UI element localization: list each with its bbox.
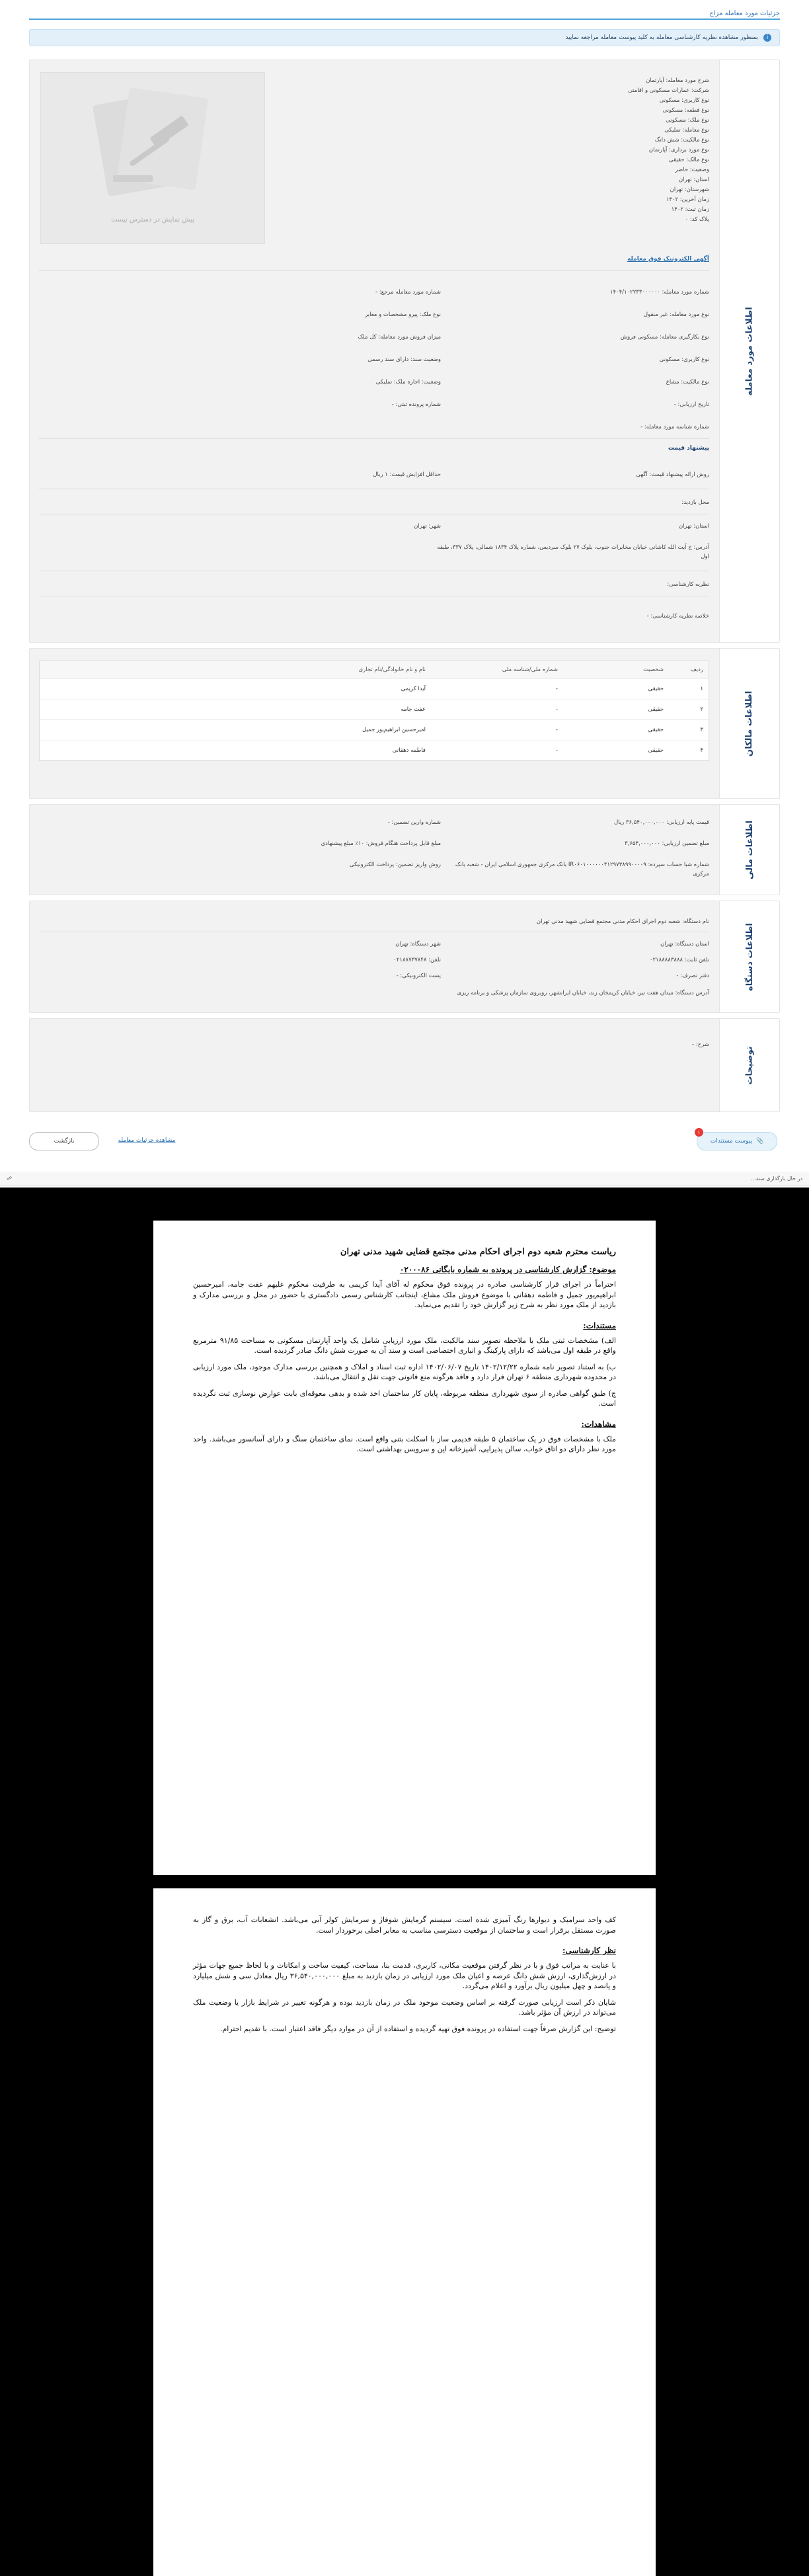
cell: ۱	[700, 686, 703, 692]
iban: شماره شبا حساب سپرده: IR۰۶۰۱۰۰۰۰۰۰۴۱۲۹۷۳۸۹۹۰۰۰۰۹ بانک مرکزی جمهوری اسلامی ایران - شعبه بانک مرکزی	[455, 862, 709, 877]
guarantee-amount: مبلغ تضمین ارزیابی: ۳,۶۵۴,۰۰۰,۰۰۰	[625, 840, 709, 847]
table-header	[40, 661, 709, 679]
summary-item: نوع مورد برداری: آپارتمان	[648, 147, 709, 153]
back-button[interactable]: بازگشت	[29, 1132, 99, 1150]
summary-item: شرکت: عمارات مسکونی و اقامتی	[628, 87, 709, 94]
unit-fax: دفتر تصرف: -	[676, 973, 709, 979]
summary-item: زمان آخرین: ۱۴۰۲	[666, 196, 709, 203]
description-side	[719, 1019, 779, 1111]
unit-city: شهر دستگاه: تهران	[395, 941, 441, 947]
document-page-2	[153, 1888, 656, 2576]
doc-paragraph: ب) به استناد تصویر نامه شماره ۱۴۰۲/۱۲/۲۲ تاریخ ۱۴۰۲/۰۶/۰۷ اداره ثبت اسناد و املاک و همچنین بررسی مدارک موجود، ملک مورد ارزیابی در محدوده شهرداری منطقه ۶ تهران قرار دارد و فاقد هرگونه منع قانونی جهت نقل و انتقال می‌باشد.	[193, 1362, 616, 1381]
document-page-1	[153, 1221, 656, 1875]
guarantee-deposit-number: شماره وارین تضمین: -	[387, 819, 441, 826]
doc-paragraph: شایان ذکر است ارزیابی صورت گرفته بر اساس وضعیت موجود ملک در زمان بازدید بوده و هرگونه تغییر در شرایط بازار یا وضعیت ملک می‌تواند در ارزش آن مؤثر باشد.	[193, 1997, 616, 2017]
ownership-type: نوع مالکیت: مشاع	[666, 379, 709, 385]
table-row	[40, 720, 709, 741]
summary-item: نوع مالک: حقیقی	[669, 157, 709, 163]
summary-item: زمان ثبت: ۱۴۰۲	[671, 206, 709, 213]
cell: ۳	[700, 727, 703, 733]
deal-type: نوع مورد معامله: غیر منقول	[643, 311, 709, 318]
owners-table	[39, 661, 709, 761]
cell: -	[555, 686, 558, 692]
summary-item: نوع کاربری: مسکونی	[659, 97, 709, 104]
description-title: توضیحات	[744, 1045, 755, 1085]
land-use: نوع کاربری: مسکونی	[659, 356, 709, 363]
finance-section	[29, 804, 780, 895]
table-row	[40, 700, 709, 720]
attachments-button[interactable]	[697, 1132, 777, 1150]
description-section	[29, 1018, 780, 1112]
cell: ۲	[700, 706, 703, 713]
visit-location-label: محل بازدید:	[681, 499, 709, 506]
info-alert	[29, 29, 780, 46]
summary-item: نوع قطعه: مسکونی	[662, 107, 709, 114]
summary-item: نوع ملک: مسکونی	[666, 117, 709, 124]
deal-id: شماره شناسه مورد معامله: -	[640, 424, 709, 430]
viewer-status: در حال بارگذاری سند...	[750, 1176, 802, 1182]
doc-paragraph: الف) مشخصات ثبتی ملک با ملاحظه تصویر سند مالکیت، ملک مورد ارزیابی شامل یک واحد آپارتمان مسکونی به مساحت ۹۱/۸۵ مترمربع واقع در طبقه اول می‌باشد که دارای پارکینگ و انباری اختصاصی است و سند آن به صورت شش دانگ صادر گردیده است.	[193, 1336, 616, 1355]
doc-addressee: ریاست محترم شعبه دوم اجرای احکام مدنی مجتمع قضایی شهید مدنی تهران	[340, 1247, 616, 1257]
cell: -	[555, 727, 558, 733]
unit-name: نام دستگاه: شعبه دوم اجرای احکام مدنی مجتمع قضایی شهید مدنی تهران	[536, 918, 709, 925]
finance-title: اطلاعات مالی	[744, 820, 755, 879]
deal-info-title: اطلاعات مورد معامله	[744, 306, 755, 396]
summary-item: نوع مالکیت: شش دانگ	[654, 137, 709, 143]
deal-number: شماره مورد معامله: ۱۴۰۴/۱۰۲۲۳۳۰۰۰۰۰۰	[609, 289, 709, 296]
cell: حقیقی	[648, 706, 664, 713]
summary-item: استان: تهران	[678, 177, 709, 183]
unit-section	[29, 901, 780, 1013]
preview-image-placeholder	[40, 72, 265, 244]
owners-title: اطلاعات مالکان	[744, 690, 755, 756]
e-notice-link[interactable]: آگهی الکترونیک فوق معامله	[627, 256, 709, 262]
cell: ۴	[700, 747, 703, 754]
payable-amount: مبلغ قابل پرداخت هنگام فروش: ۱۰٪ مبلغ پیشنهادی	[321, 840, 441, 847]
address: آدرس: خ آیت الله کاشانی خیابان مخابرات جنوب، بلوک ۲۷ بلوک سردیس، شماره پلاک ۱۸۳۴ شمالی، پلاک ۳۳۷، طبقه اول	[437, 544, 709, 560]
doc-heading: مستندات:	[583, 1320, 616, 1330]
paperclip-icon: 📎	[755, 1138, 764, 1145]
summary-item: وضعیت: حاضر	[675, 167, 709, 173]
cell: آیدا کریمی	[401, 686, 426, 692]
price-offer-title: پیشنهاد قیمت	[668, 445, 709, 452]
title-divider	[29, 19, 780, 20]
province: استان: تهران	[678, 523, 709, 530]
doc-subject: موضوع: گزارش کارشناسی در پرونده به شماره بایگانی ۰۲۰۰۰۸۶	[399, 1265, 616, 1274]
deal-info-side	[719, 60, 779, 642]
city: شهر: تهران	[414, 523, 441, 530]
deal-summary-list	[511, 76, 709, 225]
deed-status: وضعیت سند: دارای سند رسمی	[367, 356, 441, 363]
col-national-id: شماره ملی/شناسه ملی	[502, 666, 558, 673]
attachments-count-badge: ۱	[695, 1128, 703, 1137]
doc-heading: مشاهدات:	[581, 1419, 616, 1429]
property-type: نوع ملک: پیرو مشخصات و معابر	[365, 311, 441, 318]
expert-opinion-label: نظریه کارشناسی:	[667, 581, 709, 588]
cell: عفت جامه	[401, 706, 426, 713]
summary-item: شهرستان: تهران	[670, 186, 709, 193]
expert-summary: خلاصه نظریه کارشناسی: -	[646, 613, 709, 620]
doc-heading: نظر کارشناسی:	[562, 1946, 616, 1955]
finance-side	[719, 805, 779, 895]
owners-section	[29, 648, 780, 799]
summary-item: پلاک کد: ۰	[685, 216, 709, 223]
page-title: جزئیات مورد معامله مزاج	[709, 9, 780, 17]
table-row	[40, 679, 709, 700]
sale-amount: میزان فروش مورد معامله: کل ملک	[358, 334, 441, 341]
appraisal-date: تاریخ ارزیابی: -	[674, 401, 709, 408]
base-price: قیمت پایه ارزیابی: ۳۶,۵۴۰,۰۰۰,۰۰۰ ریال	[614, 819, 709, 826]
cell: حقیقی	[648, 686, 664, 692]
doc-paragraph: احتراماً در اجرای قرار کارشناسی صادره در پرونده فوق محکوم له آقای آیدا کریمی به طرفیت محکوم علیهم عفت جامه، امیرحسین ابراهیم‌پور جمیل و فاطمه دهقانی با موضوع فروش ملک مشاع، اینجانب کارشناس رسمی دادگستری با حضور در محل و بررسی مدارک و بازدید از ملک مورد نظر به شرح زیر گزارش خود را تقدیم می‌نماید.	[193, 1280, 616, 1309]
summary-item: شرح مورد معامله: آپارتمان	[646, 77, 709, 84]
registry-file-number: شماره پرونده ثبتی: -	[391, 401, 441, 408]
doc-paragraph: توضیح: این گزارش صرفاً جهت استفاده در پرونده فوق تهیه گردیده و استفاده از آن در موارد دیگر فاقد اعتبار است. با تقدیم احترام.	[219, 2024, 616, 2033]
zoom-icon[interactable]: ☍	[7, 1176, 13, 1182]
lease-status: وضعیت: اجاره ملک: تملیکی	[375, 379, 441, 385]
gavel-icon	[87, 86, 219, 198]
view-deal-details-link[interactable]: مشاهده جزئیات معامله	[118, 1137, 176, 1144]
alert-text: بمنظور مشاهده نظریه کارشناسی معامله به کلید پیوست معامله مراجعه نمایید	[565, 34, 758, 41]
col-name: نام و نام خانوادگی/نام تجاری	[358, 666, 426, 673]
doc-paragraph: با عنایت به مراتب فوق و با در نظر گرفتن موقعیت مکانی، کاربری، قدمت بنا، مساحت، کیفیت ساخت و امکانات و با لحاظ جمیع جهات مؤثر در ارزش‌گذاری، ارزش شش دانگ عرصه و اعیان ملک مورد ارزیابی در زمان بازدید به مبلغ ۳۶,۵۴۰,۰۰۰,۰۰۰ ریال معادل سی و شش میلیارد و پانصد و چهل میلیون ریال برآورد و اعلام می‌گردد.	[193, 1961, 616, 1990]
doc-paragraph: کف واحد سرامیک و دیوارها رنگ آمیزی شده است. سیستم گرمایش شوفاژ و سرمایش کولر آبی می‌باشد. انشعابات آب، برق و گاز به صورت مستقل برقرار است و ساختمان از موقعیت دسترسی مناسب به معابر اصلی برخوردار است.	[193, 1915, 616, 1935]
unit-phone-2: تلفن: ۰۲۱۸۸۷۳۷۸۴۸	[393, 957, 441, 963]
preview-caption: پیش نمایش در دسترس نیست	[111, 216, 194, 223]
usage-type: نوع بکارگیری معامله: مسکونی فروش	[620, 334, 709, 341]
unit-side	[719, 901, 779, 1012]
owners-side	[719, 649, 779, 798]
cell: -	[555, 706, 558, 713]
divider	[39, 438, 709, 439]
cell: حقیقی	[648, 727, 664, 733]
unit-province: استان دستگاه: تهران	[660, 941, 709, 947]
cell: امیرحسین ابراهیم‌پور جمیل	[362, 727, 426, 733]
ref-deal-number: شماره مورد معامله مرجع: -	[375, 289, 441, 296]
min-increment: حداقل افزایش قیمت: ۱ ریال	[373, 471, 441, 478]
unit-phone: تلفن ثابت: ۰۲۱۸۸۸۸۳۸۸۸	[649, 957, 709, 963]
unit-address: آدرس دستگاه: میدان هفت تیر، خیابان کریمخان زند، خیابان ایرانشهر، روبروی سازمان پزشکی و برنامه ریزی	[457, 990, 709, 996]
summary-item: نوع معامله: تملیکی	[664, 127, 709, 134]
divider	[39, 270, 709, 271]
table-row	[40, 741, 709, 760]
unit-email: پست الکترونیکی: -	[396, 973, 441, 979]
doc-paragraph: ملک با مشخصات فوق در یک ساختمان ۵ طبقه قدیمی ساز با اسکلت بتنی واقع است. نمای ساختمان سنگ و دارای آسانسور می‌باشد. واحد مورد نظر دارای دو اتاق خواب، سالن پذیرایی، آشپزخانه اپن و سرویس بهداشتی است.	[193, 1434, 617, 1453]
attachments-label: پیوست مستندات	[710, 1138, 752, 1145]
cell: فاطمه دهقانی	[392, 747, 426, 754]
cell: حقیقی	[648, 747, 664, 754]
unit-title: اطلاعات دستگاه	[744, 922, 755, 991]
viewer-toolbar	[0, 1172, 809, 1186]
doc-paragraph: ج) طبق گواهی صادره از سوی شهرداری منطقه مربوطه، پایان کار ساختمان اخذ شده و بدهی معوقه‌ای بابت عوارض نوسازی ثبت نگردیده است.	[193, 1389, 616, 1408]
col-type: شخصیت	[643, 666, 664, 673]
col-index: ردیف	[690, 666, 703, 673]
pdf-viewer[interactable]	[0, 1187, 809, 2576]
offer-method: روش ارائه پیشنهاد قیمت: آگهی	[636, 471, 709, 478]
deposit-method: روش واریز تضمین: پرداخت الکترونیکی	[349, 862, 441, 868]
info-icon: i	[763, 34, 771, 42]
deal-info-section	[29, 60, 780, 643]
cell: -	[555, 747, 558, 754]
description-text: شرح: -	[692, 1041, 709, 1048]
